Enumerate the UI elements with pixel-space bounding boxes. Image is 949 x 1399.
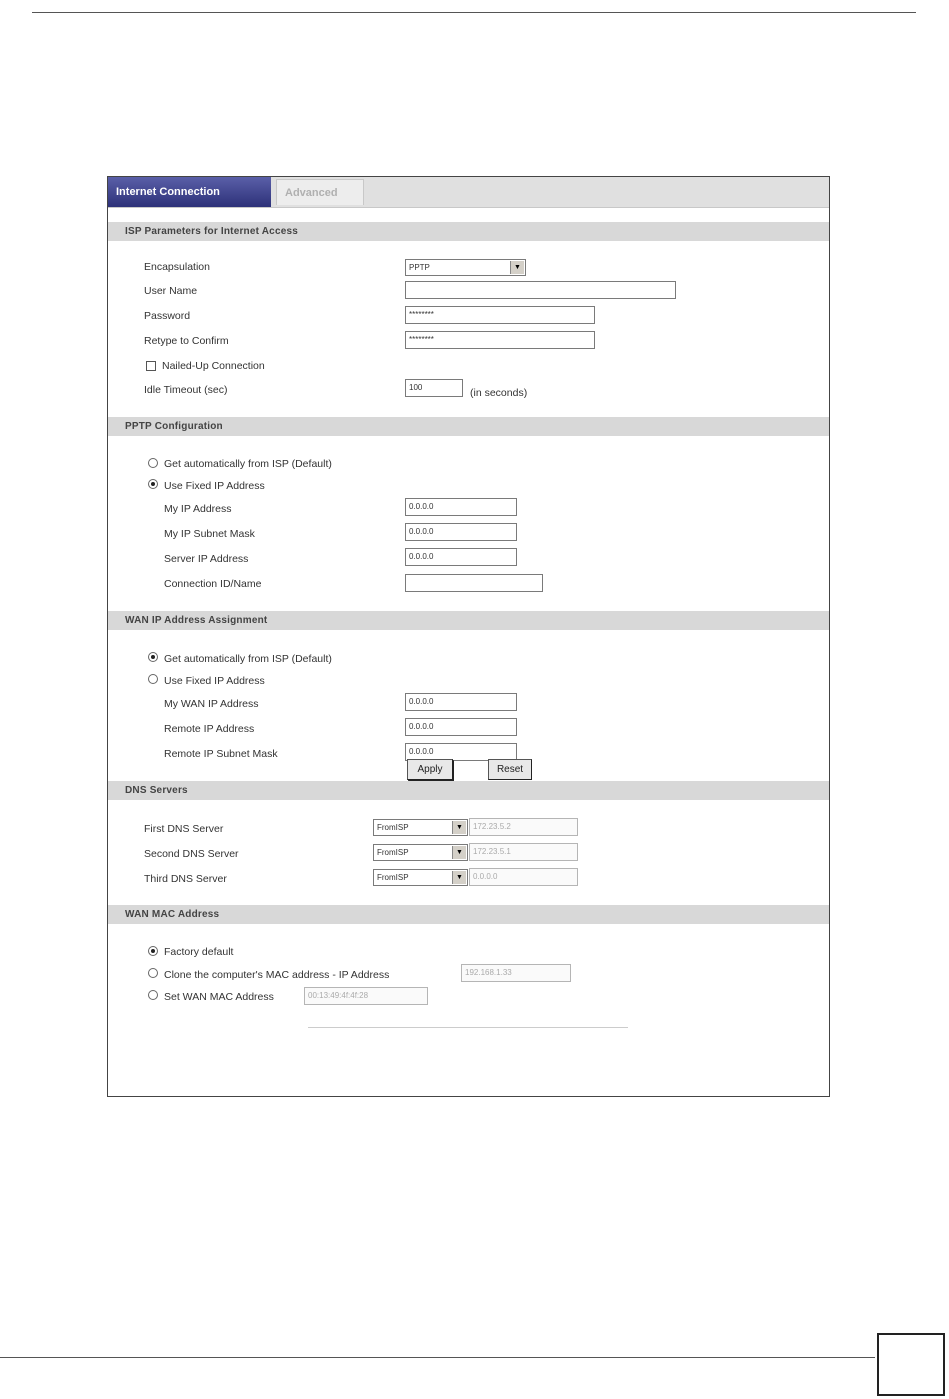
server-ip-input[interactable]: 0.0.0.0 [405, 548, 517, 566]
remote-subnet-label: Remote IP Subnet Mask [164, 748, 278, 760]
section-dns-servers: DNS Servers [108, 781, 829, 800]
my-wan-ip-input[interactable]: 0.0.0.0 [405, 693, 517, 711]
remote-ip-label: Remote IP Address [164, 723, 255, 735]
first-dns-label: First DNS Server [144, 823, 224, 835]
pptp-auto-radio[interactable] [148, 458, 158, 468]
mac-clone-radio[interactable] [148, 968, 158, 978]
chevron-down-icon: ▼ [452, 821, 466, 834]
server-ip-label: Server IP Address [164, 553, 249, 565]
wan-fixed-label: Use Fixed IP Address [164, 675, 265, 687]
mac-clone-ip-input[interactable]: 192.168.1.33 [461, 964, 571, 982]
third-dns-mode-value: FromISP [377, 873, 409, 882]
wan-auto-label: Get automatically from ISP (Default) [164, 653, 332, 665]
divider [308, 1027, 628, 1028]
section-pptp-configuration: PPTP Configuration [108, 417, 829, 436]
second-dns-mode-select[interactable] [373, 844, 468, 861]
second-dns-label: Second DNS Server [144, 848, 239, 860]
reset-button[interactable]: Reset [488, 759, 532, 780]
mac-set-label: Set WAN MAC Address [164, 991, 274, 1003]
pptp-auto-label: Get automatically from ISP (Default) [164, 458, 332, 470]
mac-factory-label: Factory default [164, 946, 234, 958]
third-dns-mode-select[interactable] [373, 869, 468, 886]
tab-advanced[interactable]: Advanced [276, 179, 364, 205]
user-name-label: User Name [144, 285, 198, 297]
tab-bar [108, 177, 829, 208]
retype-password-label: Retype to Confirm [144, 335, 229, 347]
mac-clone-label: Clone the computer's MAC address - IP Address [164, 969, 390, 981]
encapsulation-select[interactable] [405, 259, 526, 276]
third-dns-input[interactable]: 0.0.0.0 [469, 868, 578, 886]
my-ip-input[interactable]: 0.0.0.0 [405, 498, 517, 516]
my-ip-label: My IP Address [164, 503, 232, 515]
third-dns-label: Third DNS Server [144, 873, 227, 885]
mac-set-radio[interactable] [148, 990, 158, 1000]
retype-password-input[interactable]: ******** [405, 331, 595, 349]
connection-id-label: Connection ID/Name [164, 578, 262, 590]
internet-connection-panel [107, 176, 830, 1097]
wan-auto-radio[interactable] [148, 652, 158, 662]
first-dns-mode-select[interactable] [373, 819, 468, 836]
password-label: Password [144, 310, 191, 322]
mac-factory-radio[interactable] [148, 946, 158, 956]
nailed-up-checkbox[interactable] [146, 361, 156, 371]
my-subnet-input[interactable]: 0.0.0.0 [405, 523, 517, 541]
my-wan-ip-label: My WAN IP Address [164, 698, 259, 710]
chevron-down-icon: ▼ [452, 846, 466, 859]
apply-button[interactable]: Apply [407, 759, 453, 780]
first-dns-mode-value: FromISP [377, 823, 409, 832]
connection-id-input[interactable] [405, 574, 543, 592]
encapsulation-label: Encapsulation [144, 261, 210, 273]
tab-internet-connection[interactable]: Internet Connection [108, 177, 271, 207]
footer-rule [0, 1357, 875, 1358]
second-dns-input[interactable]: 172.23.5.1 [469, 843, 578, 861]
idle-timeout-label: Idle Timeout (sec) [144, 384, 228, 396]
section-wan-mac-address: WAN MAC Address [108, 905, 829, 924]
chevron-down-icon: ▼ [452, 871, 466, 884]
idle-timeout-input[interactable]: 100 [405, 379, 463, 397]
chevron-down-icon: ▼ [510, 261, 524, 274]
mac-set-input[interactable]: 00:13:49:4f:4f:28 [304, 987, 428, 1005]
page-number-box [877, 1333, 945, 1396]
pptp-fixed-radio[interactable] [148, 479, 158, 489]
first-dns-input[interactable]: 172.23.5.2 [469, 818, 578, 836]
user-name-input[interactable] [405, 281, 676, 299]
encapsulation-value: PPTP [409, 263, 430, 272]
wan-fixed-radio[interactable] [148, 674, 158, 684]
remote-subnet-input[interactable]: 0.0.0.0 [405, 743, 517, 761]
header-rule [32, 12, 916, 13]
pptp-fixed-label: Use Fixed IP Address [164, 480, 265, 492]
remote-ip-input[interactable]: 0.0.0.0 [405, 718, 517, 736]
nailed-up-label: Nailed-Up Connection [162, 360, 265, 372]
second-dns-mode-value: FromISP [377, 848, 409, 857]
section-wan-ip-assignment: WAN IP Address Assignment [108, 611, 829, 630]
my-subnet-label: My IP Subnet Mask [164, 528, 255, 540]
password-input[interactable]: ******** [405, 306, 595, 324]
section-isp-parameters: ISP Parameters for Internet Access [108, 222, 829, 241]
idle-timeout-unit: (in seconds) [470, 387, 528, 399]
